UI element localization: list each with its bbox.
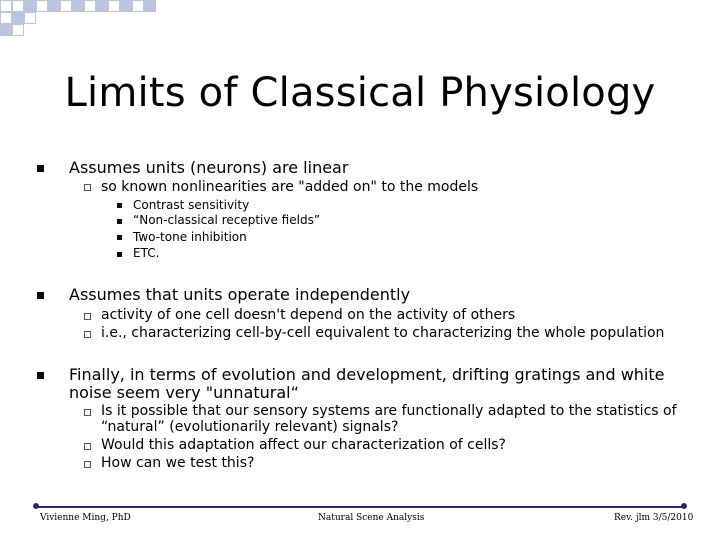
bullet-3-text-line2: noise seem very "unnatural“ [69, 383, 299, 402]
footer-author: Vivienne Ming, PhD [40, 513, 131, 523]
footer-divider [36, 506, 684, 508]
sub-bullet-marker [84, 313, 91, 320]
bullet-marker [37, 372, 44, 379]
bullet-1-subsub-2: “Non-classical receptive fields” [133, 213, 321, 227]
sub-sub-bullet-marker [117, 235, 122, 240]
slide-title: Limits of Classical Physiology [64, 70, 656, 116]
bullet-1-subsub-4: ETC. [133, 246, 160, 260]
sub-sub-bullet-marker [117, 203, 122, 208]
bullet-3-text-line1: Finally, in terms of evolution and development, drifting gratings and white [69, 365, 665, 384]
bullet-marker [37, 165, 44, 172]
bullet-1-text: Assumes units (neurons) are linear [69, 158, 349, 177]
sub-sub-bullet-marker [117, 252, 122, 257]
bullet-2-sub-1-text: activity of one cell doesn't depend on the activity of others [101, 307, 516, 323]
bullet-marker [37, 292, 44, 299]
footer-revision: Rev. jlm 3/5/2010 [614, 513, 694, 523]
sub-bullet-marker [84, 443, 91, 450]
bullet-3-sub-1-line2: “natural” (evolutionarily relevant) signals? [101, 419, 399, 435]
sub-sub-bullet-marker [117, 219, 122, 224]
bullet-1-sub-1-text: so known nonlinearities are "added on" to the models [101, 179, 479, 195]
sub-bullet-marker [84, 409, 91, 416]
sub-bullet-marker [84, 331, 91, 338]
sub-bullet-marker [84, 461, 91, 468]
corner-decoration [0, 0, 170, 40]
bullet-2-text: Assumes that units operate independently [69, 285, 411, 304]
bullet-3-sub-3-text: How can we test this? [101, 455, 255, 471]
bullet-1-subsub-1: Contrast sensitivity [133, 198, 250, 212]
footer-title: Natural Scene Analysis [318, 513, 425, 523]
bullet-3-sub-2-text: Would this adaptation affect our characterization of cells? [101, 437, 506, 453]
sub-bullet-marker [84, 184, 91, 191]
bullet-3-sub-1-line1: Is it possible that our sensory systems are functionally adapted to the statistics of [101, 403, 677, 419]
bullet-2-sub-2-text: i.e., characterizing cell-by-cell equivalent to characterizing the whole population [101, 325, 665, 341]
bullet-1-subsub-3: Two-tone inhibition [133, 230, 247, 244]
